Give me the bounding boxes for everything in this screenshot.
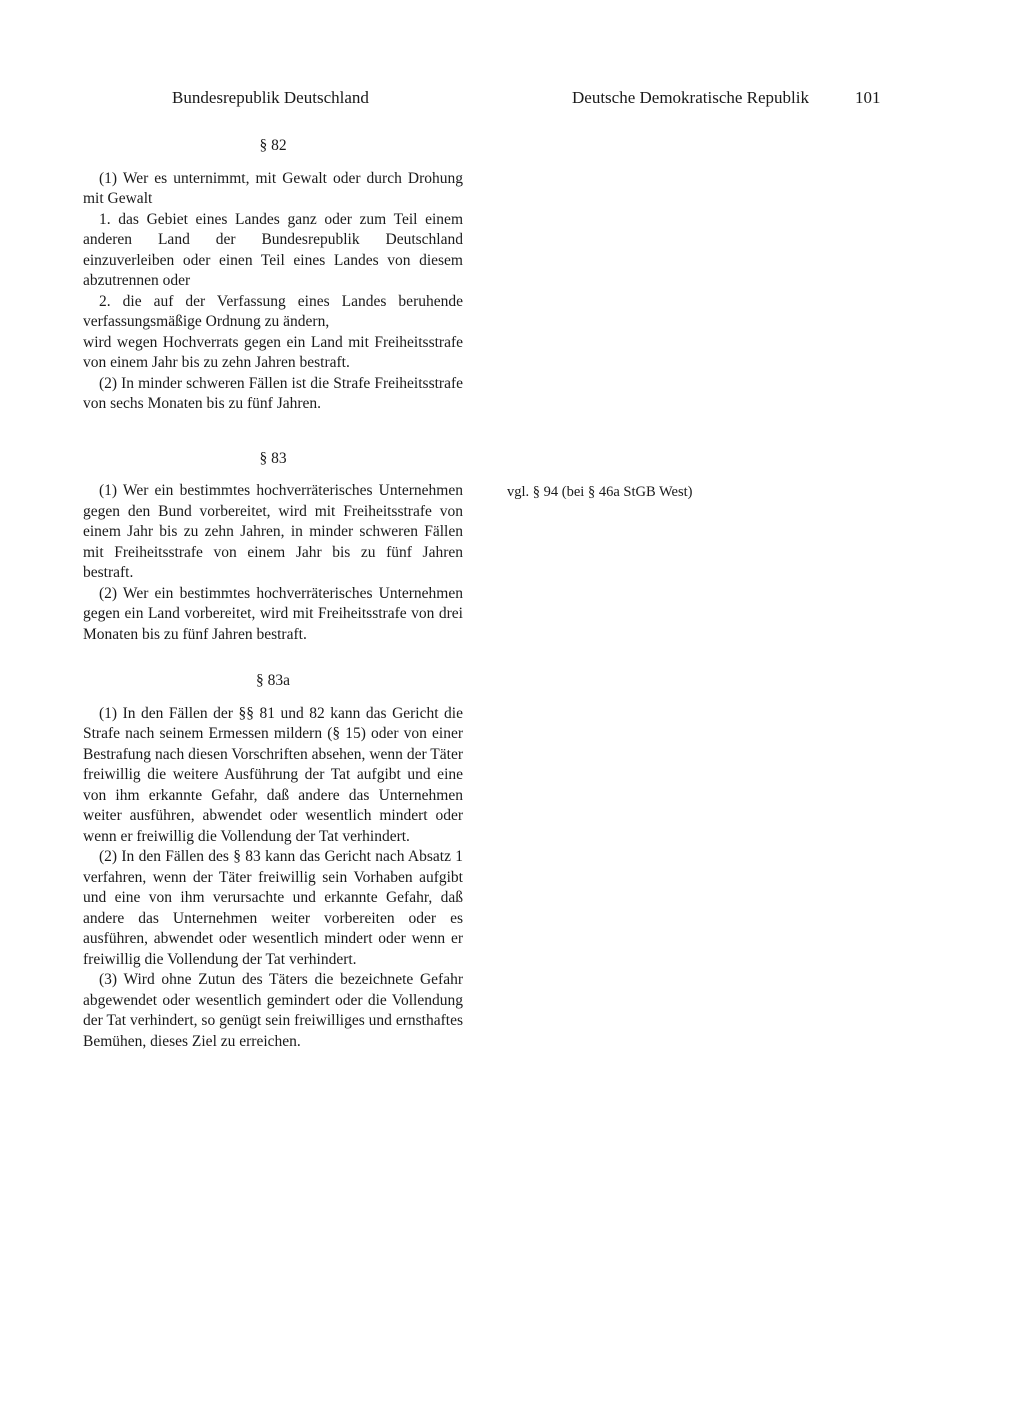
paragraph: (3) Wird ohne Zutun des Täters die bezeichnete Gefahr abgewendet oder wesentlich gemindert oder die Vollendung der Tat verhindert, so genügt sein freiwilliges und ernsthaftes Bemühen, dieses Ziel zu erreichen. bbox=[83, 971, 463, 1050]
paragraph: (1) Wer es unternimmt, mit Gewalt oder durch Drohung mit Gewalt bbox=[83, 169, 463, 207]
page-number: 101 bbox=[855, 88, 881, 107]
paragraph: (2) In den Fällen des § 83 kann das Gericht nach Absatz 1 verfahren, wenn der Täter freiwillig sein Vorhaben aufgibt und eine von ihm verursachte und erkannte Gefahr, daß andere das Unternehmen weiter vorbereiten oder es ausführen, abwendet oder wesentlich mindert oder wenn er freiwillig die Vollendung der Tat verhindert. bbox=[83, 848, 463, 968]
section-83a bbox=[83, 671, 463, 1052]
paragraph: (1) Wer ein bestimmtes hochverräterisches Unternehmen gegen den Bund vorbereitet, wird mit Freiheitsstrafe von einem Jahr bis zu zehn Jahren, in minder schweren Fällen mit Freiheitsstrafe von einem Jahr bis zu fünf Jahren bestraft. bbox=[83, 482, 463, 581]
list-item: 1. das Gebiet eines Landes ganz oder zum Teil einem anderen Land der Bundesrepublik Deutschland einzuverleiben oder einen Teil eines Landes von diesem abzutrennen oder bbox=[83, 210, 463, 289]
running-header-right: Deutsche Demokratische Republik bbox=[572, 88, 809, 107]
section-title: § 83a bbox=[255, 672, 290, 689]
section-title: § 83 bbox=[259, 449, 287, 467]
paragraph: (1) In den Fällen der §§ 81 und 82 kann das Gericht die Strafe nach seinem Ermessen mildern (§ 15) oder von einer Bestrafung nach diesen Vorschriften absehen, wenn der Täter freiwillig die weitere Ausführung der Tat aufgibt und eine von ihm erkannte Gefahr, daß andere das Unternehmen weiter ausführen, abwendet oder wesentlich mindert oder wenn er freiwillig die Vollendung der Tat verhindert. bbox=[83, 704, 463, 845]
paragraph: (2) In minder schweren Fällen ist die Strafe Freiheitsstrafe von sechs Monaten bis zu fünf Jahren. bbox=[83, 374, 463, 412]
list-item: 2. die auf der Verfassung eines Landes beruhende verfassungsmäßige Ordnung zu ändern, bbox=[83, 292, 463, 330]
cross-reference-note: vgl. § 94 (bei § 46a StGB West) bbox=[507, 484, 693, 500]
section-82 bbox=[83, 136, 463, 415]
running-header-left: Bundesrepublik Deutschland bbox=[172, 88, 369, 107]
section-title: § 82 bbox=[259, 137, 287, 154]
paragraph: (2) Wer ein bestimmtes hochverräterisches Unternehmen gegen ein Land vorbereitet, wird mit Freiheitsstrafe von drei Monaten bis zu fünf Jahren bestraft. bbox=[83, 584, 463, 643]
section-83 bbox=[83, 449, 463, 646]
paragraph: wird wegen Hochverrats gegen ein Land mit Freiheitsstrafe von einem Jahr bis zu zehn Jahren bestraft. bbox=[83, 333, 463, 371]
left-column-frg bbox=[83, 136, 463, 1052]
